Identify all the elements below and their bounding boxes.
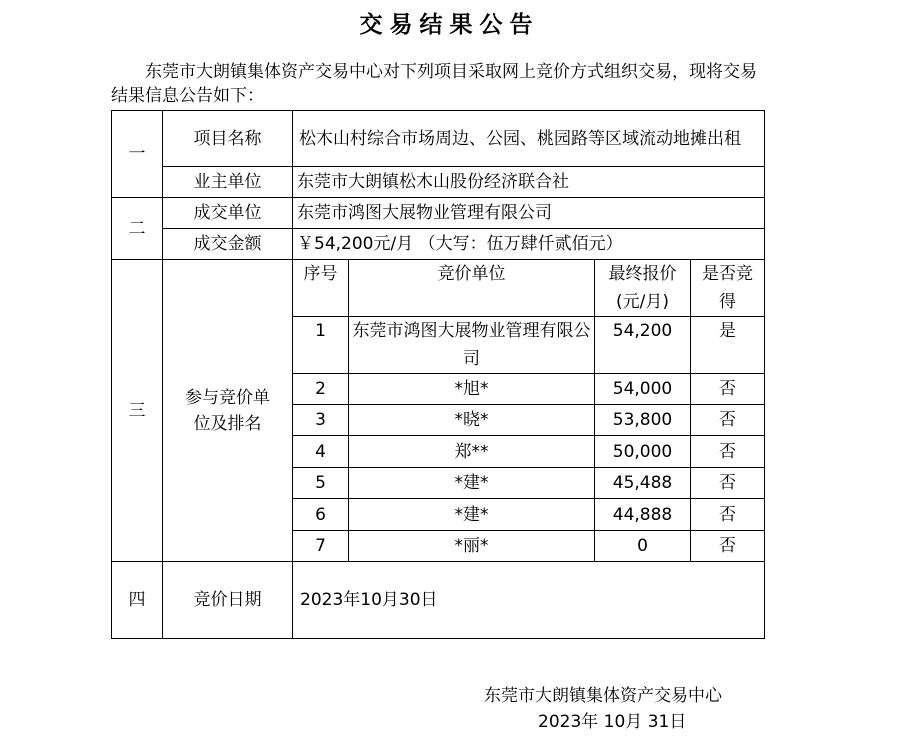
bid-price: 54,200 — [595, 317, 691, 374]
row-winner — [112, 198, 765, 229]
bid-won: 是 — [691, 317, 765, 374]
project-name-value: 松木山村综合市场周边、公园、桃园路等区域流动地摊出租 — [293, 111, 765, 167]
section-numeral-four: 四 — [112, 562, 163, 639]
row-amount — [112, 229, 765, 260]
bid-price: 44,888 — [595, 499, 691, 531]
row-bid-date — [112, 562, 765, 639]
header-rank: 序号 — [293, 260, 349, 317]
bid-rank: 2 — [293, 374, 349, 405]
section-numeral-one: 一 — [112, 111, 163, 198]
bid-rank: 5 — [293, 468, 349, 499]
bid-bidder: *丽* — [349, 531, 595, 562]
bid-bidder: 郑** — [349, 436, 595, 468]
header-won-text: 是否竞得 — [702, 264, 753, 312]
row-project-name — [112, 111, 765, 167]
bid-date-label: 竞价日期 — [163, 562, 293, 639]
row-owner — [112, 167, 765, 198]
bid-price: 45,488 — [595, 468, 691, 499]
bid-won: 否 — [691, 436, 765, 468]
owner-label: 业主单位 — [163, 167, 293, 198]
header-won — [691, 260, 765, 317]
bidders-ranking-label-text: 参与竞价单位及排名 — [185, 387, 270, 434]
bid-bidder: *建* — [349, 468, 595, 499]
bid-price: 54,000 — [595, 374, 691, 405]
bid-won: 否 — [691, 468, 765, 499]
bid-bidder: *晓* — [349, 405, 595, 436]
bid-won: 否 — [691, 405, 765, 436]
result-table — [111, 110, 765, 639]
bid-header-row — [112, 260, 765, 317]
header-bidder: 竞价单位 — [349, 260, 595, 317]
amount-value: ￥54,200元/月 （大写：伍万肆仟贰佰元） — [293, 229, 765, 260]
project-name-label: 项目名称 — [163, 111, 293, 167]
amount-label: 成交金额 — [163, 229, 293, 260]
header-price — [595, 260, 691, 317]
footer-date: 2023年 10月 31日 — [538, 712, 687, 732]
bid-price: 53,800 — [595, 405, 691, 436]
bid-rank: 3 — [293, 405, 349, 436]
bidders-ranking-label — [163, 260, 293, 562]
bid-rank: 1 — [293, 317, 349, 374]
winner-label: 成交单位 — [163, 198, 293, 229]
bid-date-value: 2023年10月30日 — [293, 562, 765, 639]
footer-organization: 东莞市大朗镇集体资产交易中心 — [484, 686, 722, 706]
intro-paragraph: 东莞市大朗镇集体资产交易中心对下列项目采取网上竞价方式组织交易，现将交易结果信息公告如下： — [111, 62, 757, 106]
bid-bidder: 东莞市鸿图大展物业管理有限公司 — [349, 317, 595, 374]
bid-won: 否 — [691, 499, 765, 531]
bid-price: 0 — [595, 531, 691, 562]
bid-bidder: *旭* — [349, 374, 595, 405]
bid-rank: 4 — [293, 436, 349, 468]
section-numeral-three: 三 — [112, 260, 163, 562]
winner-value: 东莞市鸿图大展物业管理有限公司 — [293, 198, 765, 229]
owner-value: 东莞市大朗镇松木山股份经济联合社 — [293, 167, 765, 198]
bid-won: 否 — [691, 374, 765, 405]
section-numeral-two: 二 — [112, 198, 163, 260]
bid-bidder: *建* — [349, 499, 595, 531]
bid-rank: 7 — [293, 531, 349, 562]
bid-price: 50,000 — [595, 436, 691, 468]
bid-rank: 6 — [293, 499, 349, 531]
header-price-text: 最终报价(元/月) — [608, 264, 677, 312]
bid-won: 否 — [691, 531, 765, 562]
page-title: 交易结果公告 — [359, 12, 540, 38]
